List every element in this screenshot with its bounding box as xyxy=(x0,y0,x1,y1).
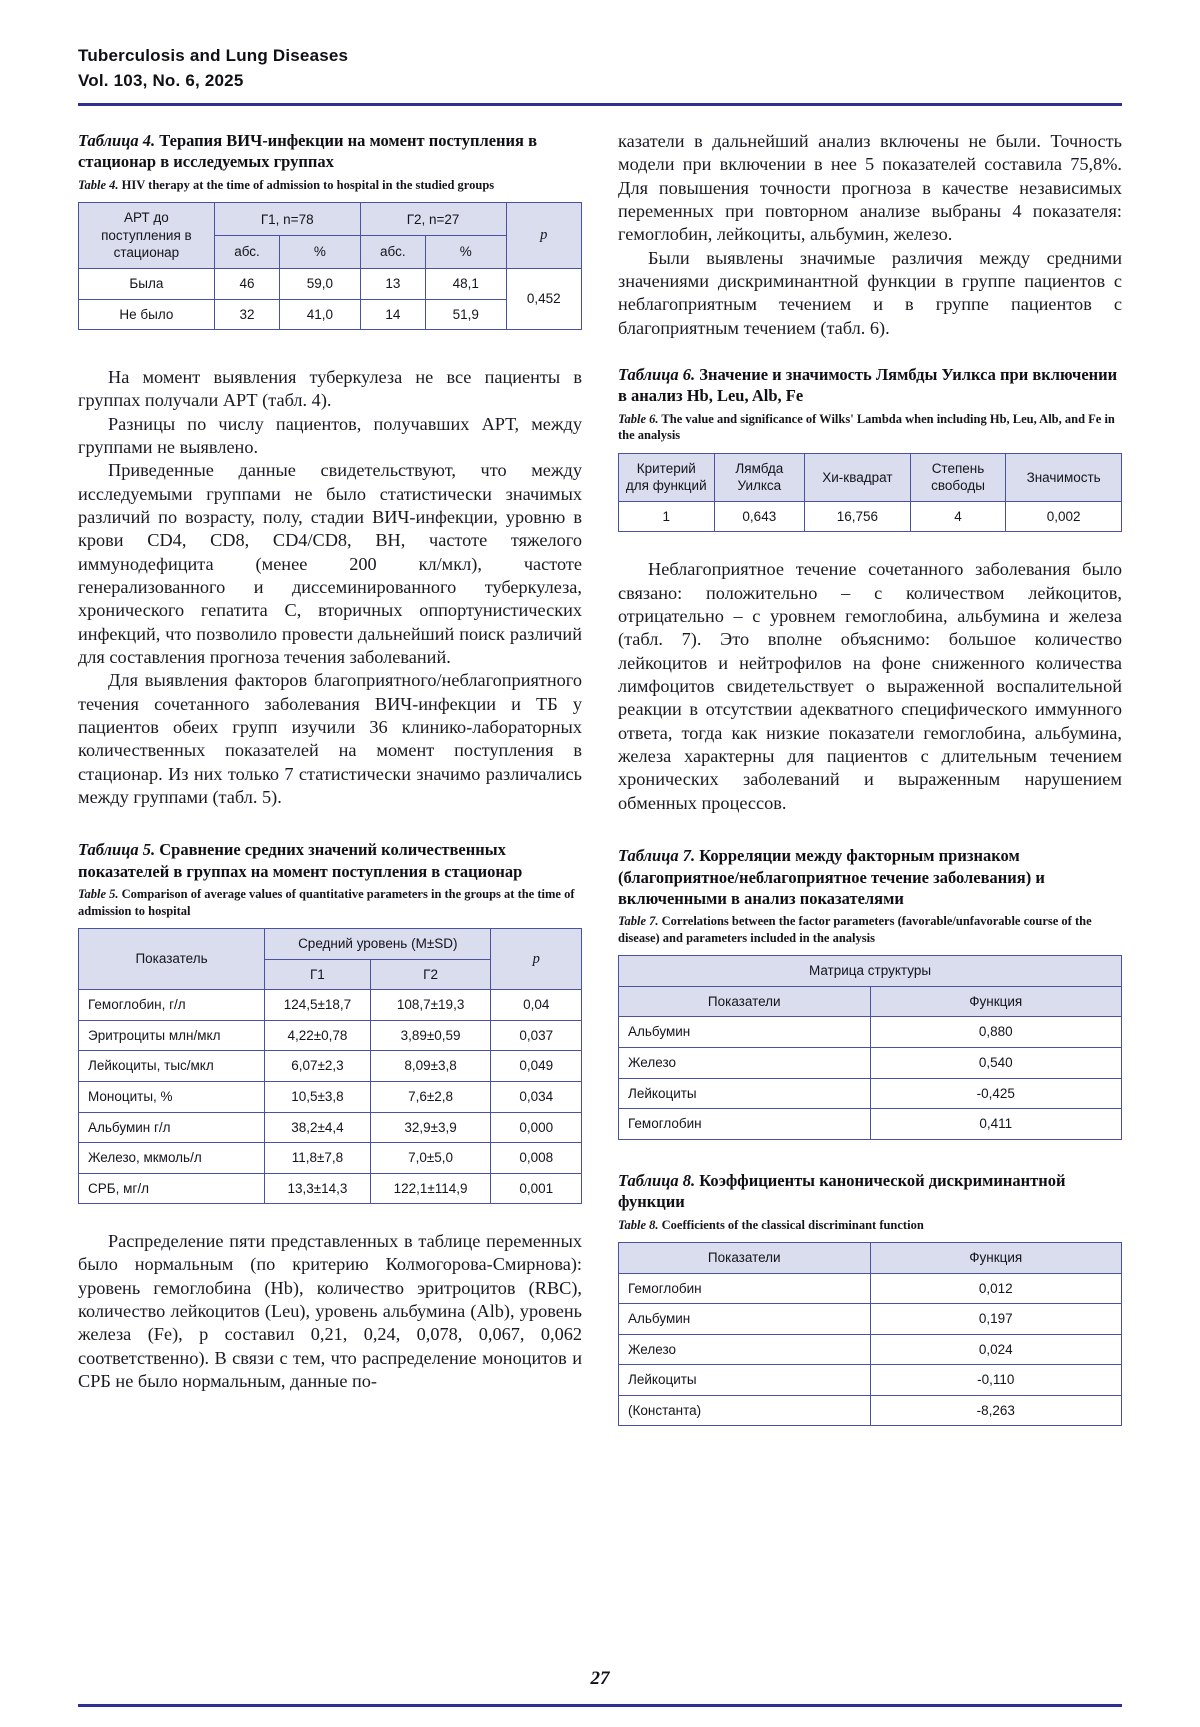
table6-caption-en-text: The value and significance of Wilks' Lambda when including Hb, Leu, Alb, and Fe in the analysis xyxy=(618,411,1115,443)
cell: Альбумин xyxy=(619,1304,871,1335)
cell: Лейкоциты, тыс/мкл xyxy=(79,1051,265,1082)
table4-caption xyxy=(78,130,582,193)
cell: 38,2±4,4 xyxy=(265,1112,371,1143)
table5-caption xyxy=(78,839,582,919)
table8-caption xyxy=(618,1170,1122,1233)
table5-caption-ru-text: Сравнение средних значений количественных показателей в группах на момент поступления в стационар xyxy=(78,840,523,881)
right-body-text-2 xyxy=(618,558,1122,815)
cell: -8,263 xyxy=(870,1395,1122,1426)
table-row xyxy=(79,990,582,1021)
table-row xyxy=(619,1078,1122,1109)
cell: (Константа) xyxy=(619,1395,871,1426)
paragraph: казатели в дальнейший анализ включены не были. Точность модели при включении в нее 5 показателей составила 75,8%. Для повышения точности прогноза в качестве независимых переменных при повторном анализе выбраны 4 показателя: гемоглобин, лейкоциты, альбумин, железо. xyxy=(618,131,1122,245)
cell: -0,425 xyxy=(870,1078,1122,1109)
table8-caption-en-label: Table 8. xyxy=(618,1217,659,1232)
cell: 4 xyxy=(910,501,1006,532)
cell: 10,5±3,8 xyxy=(265,1081,371,1112)
table-row xyxy=(619,1334,1122,1365)
cell: 7,0±5,0 xyxy=(370,1143,491,1174)
t6-header-df: Степень свободы xyxy=(910,453,1006,501)
t8-header-func: Функция xyxy=(870,1243,1122,1274)
t7-header-func: Функция xyxy=(870,986,1122,1017)
table-row xyxy=(619,1273,1122,1304)
cell: Альбумин xyxy=(619,1017,871,1048)
paragraph: Разницы по числу пациентов, получавших АРТ, между группами не выявлено. xyxy=(78,413,582,458)
t5-header-param: Показатель xyxy=(79,929,265,990)
table-row xyxy=(79,269,582,300)
table4-caption-ru xyxy=(78,130,582,173)
t6-header-sig: Значимость xyxy=(1006,453,1122,501)
cell: 32,9±3,9 xyxy=(370,1112,491,1143)
cell: Железо, мкмоль/л xyxy=(79,1143,265,1174)
cell: 0,034 xyxy=(491,1081,582,1112)
cell: Гемоглобин xyxy=(619,1109,871,1140)
table-row xyxy=(619,986,1122,1017)
cell: 122,1±114,9 xyxy=(370,1173,491,1204)
table8-section xyxy=(618,1170,1122,1427)
t6-header-chi: Хи-квадрат xyxy=(805,453,911,501)
cell: Железо xyxy=(619,1048,871,1079)
page-footer xyxy=(78,1668,1122,1707)
cell: 108,7±19,3 xyxy=(370,990,491,1021)
t4-header-abs-g1: абс. xyxy=(214,236,279,269)
table4-caption-en-text: HIV therapy at the time of admission to hospital in the studied groups xyxy=(118,177,495,192)
cell: Эритроциты млн/мкл xyxy=(79,1020,265,1051)
table6-section xyxy=(618,364,1122,533)
cell: 0,880 xyxy=(870,1017,1122,1048)
cell: 0,197 xyxy=(870,1304,1122,1335)
table4-caption-en-label: Table 4. xyxy=(78,177,119,192)
cell: Моноциты, % xyxy=(79,1081,265,1112)
cell: 124,5±18,7 xyxy=(265,990,371,1021)
paragraph: Распределение пяти представленных в таблице переменных было нормальным (по критерию Колмогорова-Смирнова): уровень гемоглобина (Hb), количество эритроцитов (RBC), количество лейкоцитов (Leu), уровень альбумина (Alb), уровень железа (Fe), p составил 0,21, 0,24, 0,078, 0,067, 0,062 соответственно). В связи с тем, что распределение моноцитов и СРБ не было нормальным, данные по- xyxy=(78,1231,582,1392)
left-column xyxy=(78,130,582,1426)
cell: 0,024 xyxy=(870,1334,1122,1365)
t4-header-pct-g1: % xyxy=(280,236,360,269)
left-body-text-2 xyxy=(78,1230,582,1393)
two-column-layout xyxy=(78,130,1122,1426)
table6-caption-ru xyxy=(618,364,1122,407)
table-row xyxy=(619,1109,1122,1140)
cell: 0,000 xyxy=(491,1112,582,1143)
t6-header-crit: Критерий для функций xyxy=(619,453,715,501)
t5-header-p: p xyxy=(491,929,582,990)
journal-issue: Vol. 103, No. 6, 2025 xyxy=(78,71,244,90)
cell: Гемоглобин, г/л xyxy=(79,990,265,1021)
t5-header-g1: Г1 xyxy=(265,959,371,990)
t5-header-avg: Средний уровень (M±SD) xyxy=(265,929,491,960)
table8-caption-en-text: Coefficients of the classical discriminant function xyxy=(658,1217,924,1232)
cell: 6,07±2,3 xyxy=(265,1051,371,1082)
table-6 xyxy=(618,453,1122,533)
table6-caption-en xyxy=(618,411,1122,444)
table-row xyxy=(619,1243,1122,1274)
cell: 4,22±0,78 xyxy=(265,1020,371,1051)
cell: Была xyxy=(79,269,215,300)
cell: Не было xyxy=(79,299,215,330)
table7-caption-ru xyxy=(618,845,1122,909)
cell: 0,411 xyxy=(870,1109,1122,1140)
cell: 0,012 xyxy=(870,1273,1122,1304)
table6-caption-ru-text: Значение и значимость Лямбды Уилкса при включении в анализ Hb, Leu, Alb, Fe xyxy=(618,364,1118,406)
cell: 0,037 xyxy=(491,1020,582,1051)
t8-header-param: Показатели xyxy=(619,1243,871,1274)
cell: 48,1 xyxy=(426,269,506,300)
table5-caption-ru-label: Таблица 5. xyxy=(78,840,156,860)
table-row xyxy=(619,1365,1122,1396)
table-row xyxy=(619,1395,1122,1426)
t4-header-p: p xyxy=(506,203,582,269)
cell: 13 xyxy=(360,269,425,300)
table4-caption-ru-text: Терапия ВИЧ-инфекции на момент поступления в стационар в исследуемых группах xyxy=(78,131,538,172)
table-5 xyxy=(78,928,582,1204)
cell: 13,3±14,3 xyxy=(265,1173,371,1204)
cell: 0,008 xyxy=(491,1143,582,1174)
cell: 59,0 xyxy=(280,269,360,300)
table5-caption-ru xyxy=(78,839,582,882)
table-row xyxy=(79,1112,582,1143)
table8-caption-ru xyxy=(618,1170,1122,1213)
right-body-text xyxy=(618,130,1122,340)
table-row xyxy=(619,501,1122,532)
table5-section xyxy=(78,839,582,1204)
paragraph: Для выявления факторов благоприятного/неблагоприятного течения сочетанного заболевания ВИЧ-инфекции и ТБ у пациентов обеих групп изучили 36 клинико-лабораторных количественных показателей на момент поступления в стационар. Из них только 7 статистически значимо различались между группами (табл. 5). xyxy=(78,670,582,808)
cell: Альбумин г/л xyxy=(79,1112,265,1143)
table5-caption-en-text: Comparison of average values of quantitative parameters in the groups at the time of admission to hospital xyxy=(78,887,575,918)
table-row xyxy=(619,453,1122,501)
table4-caption-en xyxy=(78,177,582,194)
table7-section xyxy=(618,845,1122,1140)
journal-title: Tuberculosis and Lung Diseases xyxy=(78,46,349,65)
table-row xyxy=(79,1051,582,1082)
t4-header-g2: Г2, n=27 xyxy=(360,203,506,236)
table-7 xyxy=(618,955,1122,1139)
t4-header-abs-g2: абс. xyxy=(360,236,425,269)
t6-header-lambda: Лямбда Уилкса xyxy=(714,453,805,501)
table8-caption-ru-text: Коэффициенты канонической дискриминантной функции xyxy=(618,1170,1066,1212)
cell: -0,110 xyxy=(870,1365,1122,1396)
t5-header-g2: Г2 xyxy=(370,959,491,990)
cell: 7,6±2,8 xyxy=(370,1081,491,1112)
table6-caption-en-label: Table 6. xyxy=(618,411,659,426)
cell: СРБ, мг/л xyxy=(79,1173,265,1204)
t4-header-pct-g2: % xyxy=(426,236,506,269)
cell: 32 xyxy=(214,299,279,330)
t4-header-art: АРТ до поступления в стационар xyxy=(79,203,215,269)
paragraph: На момент выявления туберкулеза не все пациенты в группах получали АРТ (табл. 4). xyxy=(78,367,582,411)
paragraph: Приведенные данные свидетельствуют, что между исследуемыми группами не было статистически значимых различий по возрасту, полу, стадии ВИЧ-инфекции, уровню в крови CD4, CD8, CD4/CD8, ВН, частоте тяжелого иммунодефицита (менее 200 кл/мкл), частоте генерализованного и диссеминированного туберкулеза, хронического гепатита C, вторичных оппортунистических инфекций, что позволило провести дальнейший поиск различий для составления прогноза течения заболеваний. xyxy=(78,460,582,668)
table-row xyxy=(619,1017,1122,1048)
table7-caption-ru-label: Таблица 7. xyxy=(618,846,696,866)
cell: 11,8±7,8 xyxy=(265,1143,371,1174)
table-row xyxy=(79,1081,582,1112)
cell: 41,0 xyxy=(280,299,360,330)
table-row xyxy=(79,203,582,236)
paragraph: Неблагоприятное течение сочетанного заболевания было связано: положительно – с количеством лейкоцитов, отрицательно – с уровнем гемоглобина, альбумина и железа (табл. 7). Это вполне объяснимо: большое количество лейкоцитов и нейтрофилов на фоне сниженного количества лимфоцитов свидетельствует о выраженной воспалительной реакции в отсутствии адекватного специфического иммунного ответа, тогда как низкие показатели гемоглобина, альбумина, железа характерны для пациентов с длительным течением хронических заболеваний и выраженным нарушением обменных процессов. xyxy=(618,559,1122,813)
cell: 1 xyxy=(619,501,715,532)
cell: 14 xyxy=(360,299,425,330)
cell: 0,643 xyxy=(714,501,805,532)
cell: 16,756 xyxy=(805,501,911,532)
table5-caption-en xyxy=(78,886,582,919)
table8-caption-ru-label: Таблица 8. xyxy=(618,1170,696,1190)
t7-header-matrix: Матрица структуры xyxy=(619,956,1122,987)
table-row xyxy=(619,1048,1122,1079)
table-row xyxy=(619,956,1122,987)
cell: Гемоглобин xyxy=(619,1273,871,1304)
table-row xyxy=(79,1143,582,1174)
table-8 xyxy=(618,1242,1122,1426)
cell: 0,04 xyxy=(491,990,582,1021)
cell: 51,9 xyxy=(426,299,506,330)
table-row xyxy=(79,1020,582,1051)
cell: Лейкоциты xyxy=(619,1078,871,1109)
page-number: 27 xyxy=(590,1668,610,1689)
table-row xyxy=(619,1304,1122,1335)
table-row xyxy=(79,929,582,960)
table7-caption-en-label: Table 7. xyxy=(618,914,659,929)
footer-rule xyxy=(78,1704,1122,1707)
cell: 0,049 xyxy=(491,1051,582,1082)
table7-caption-ru-text: Корреляции между факторным признаком (благоприятное/неблагоприятное течение заболевания) и включенными в анализ показателями xyxy=(618,846,1045,908)
table7-caption-en xyxy=(618,913,1122,946)
t4-p-value: 0,452 xyxy=(506,269,582,330)
right-column xyxy=(618,130,1122,1426)
table5-caption-en-label: Table 5. xyxy=(78,887,119,902)
header-rule xyxy=(78,103,1122,106)
cell: Лейкоциты xyxy=(619,1365,871,1396)
table6-caption xyxy=(618,364,1122,444)
table8-caption-en xyxy=(618,1217,1122,1234)
table4-caption-ru-label: Таблица 4. xyxy=(78,131,156,150)
cell: Железо xyxy=(619,1334,871,1365)
table6-caption-ru-label: Таблица 6. xyxy=(618,364,696,384)
table-4 xyxy=(78,202,582,330)
table-row xyxy=(79,1173,582,1204)
left-body-text xyxy=(78,366,582,809)
paragraph: Были выявлены значимые различия между средними значениями дискриминантной функции в группе пациентов с неблагоприятным течением и в группе пациентов с благоприятным течением (табл. 6). xyxy=(618,247,1122,338)
cell: 0,540 xyxy=(870,1048,1122,1079)
table7-caption xyxy=(618,845,1122,946)
cell: 0,001 xyxy=(491,1173,582,1204)
t7-header-param: Показатели xyxy=(619,986,871,1017)
page-header xyxy=(78,46,1122,106)
cell: 0,002 xyxy=(1006,501,1122,532)
cell: 3,89±0,59 xyxy=(370,1020,491,1051)
cell: 46 xyxy=(214,269,279,300)
t4-header-g1: Г1, n=78 xyxy=(214,203,360,236)
table7-caption-en-text: Correlations between the factor parameters (favorable/unfavorable course of the disease) and parameters included in the analysis xyxy=(618,914,1092,945)
cell: 8,09±3,8 xyxy=(370,1051,491,1082)
